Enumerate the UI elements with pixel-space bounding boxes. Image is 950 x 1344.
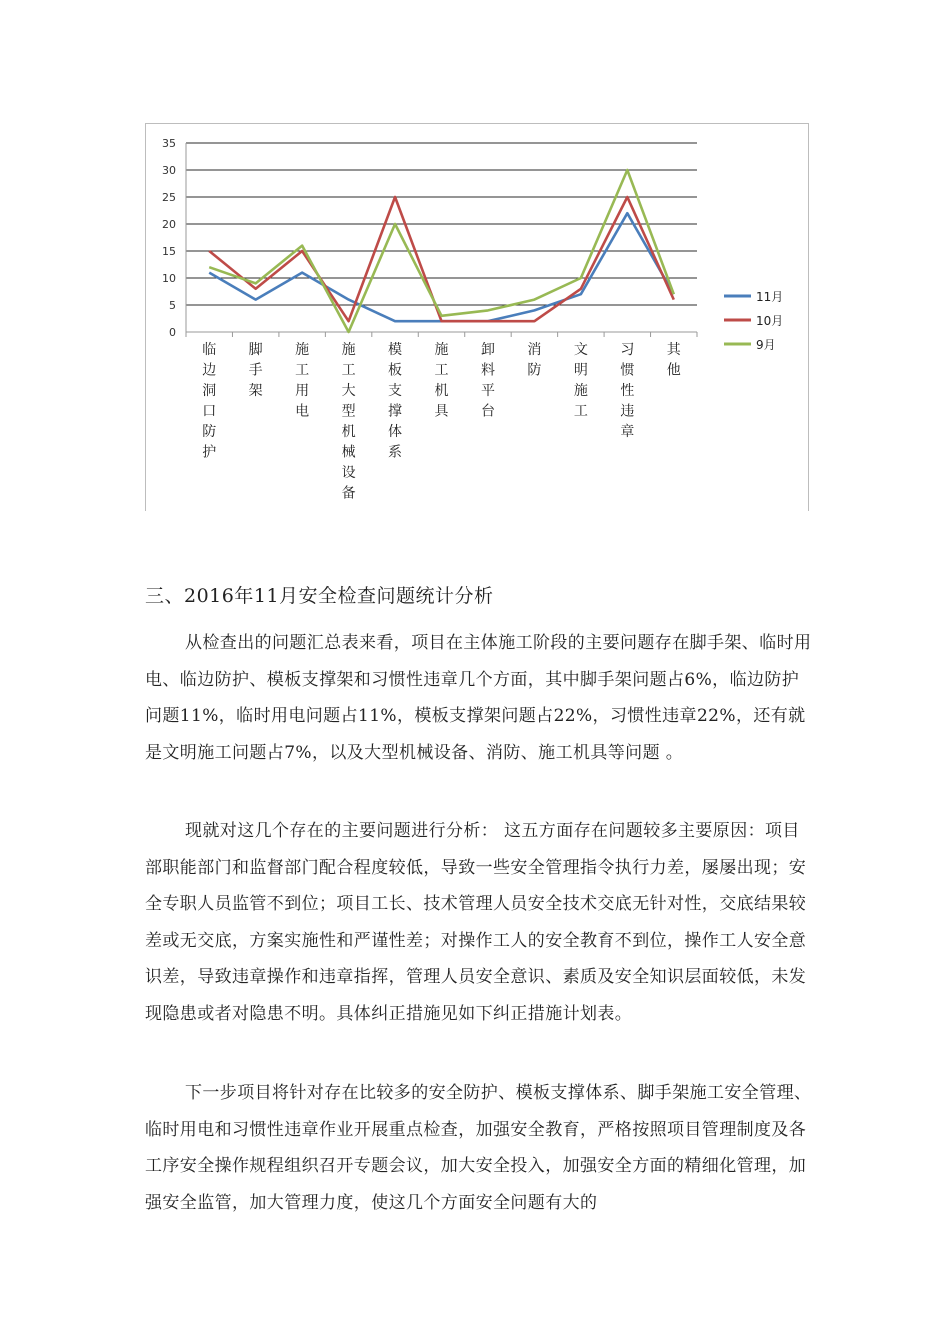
y-tick-label: 15	[162, 245, 176, 258]
x-tick-label: 消防	[527, 342, 542, 379]
y-tick-label: 25	[162, 191, 176, 204]
paragraph-3: 下一步项目将针对存在比较多的安全防护、模板支撑体系、脚手架施工安全管理、临时用电和习惯性违章作业开展重点检查，加强安全教育，严格按照项目管理制度及各工序安全操作规程组织召开专题会议，加大安全投入，加强安全方面的精细化管理，加强安全监管，加大管理力度，使这几个方面安全问题有大的	[145, 1083, 812, 1213]
paragraph-2: 现就对这几个存在的主要问题进行分析： 这五方面存在问题较多主要原因：项目部职能部门和监督部门配合程度较低，导致一些安全管理指令执行力差，屡屡出现；安全专职人员监管不到位；项目工长、技术管理人员安全技术交底无针对性，交底结果较差或无交底，方案实施性和严谨性差；对操作工人的安全教育不到位，操作工人安全意识差，导致违章操作和违章指挥，管理人员安全意识、素质及安全知识层面较低，未发现隐患或者对隐患不明。具体纠正措施见如下纠正措施计划表。	[145, 821, 807, 1024]
y-tick-label: 0	[169, 326, 176, 339]
x-tick-label: 施工大型机械设备	[341, 342, 356, 502]
legend-label: 10月	[756, 314, 784, 328]
paragraph-1: 从检查出的问题汇总表来看，项目在主体施工阶段的主要问题存在脚手架、临时用电、临边防护、模板支撑架和习惯性违章几个方面，其中脚手架问题占6%，临边防护问题11%，临时用电问题占11%，模板支撑架问题占22%，习惯性违章22%，还有就是文明施工问题占7%，以及大型机械设备、消防、施工机具等问题 。	[145, 633, 812, 763]
x-tick-label: 模板支撑体系	[388, 342, 403, 461]
x-tick-label: 其他	[666, 342, 681, 379]
y-tick-label: 35	[162, 137, 176, 150]
section-heading: 三、2016年11月安全检查问题统计分析	[145, 585, 494, 607]
chart-frame	[145, 123, 809, 511]
legend-label: 11月	[756, 290, 784, 304]
legend-label: 9月	[756, 338, 776, 352]
line-chart	[146, 124, 810, 512]
y-tick-label: 20	[162, 218, 176, 231]
y-tick-label: 10	[162, 272, 176, 285]
y-tick-label: 30	[162, 164, 176, 177]
x-tick-label: 临边洞口防护	[202, 342, 217, 461]
x-tick-label: 文明施工	[573, 342, 588, 420]
x-tick-label: 脚手架	[248, 342, 263, 399]
y-tick-label: 5	[169, 299, 176, 312]
series-line-2	[209, 197, 674, 321]
x-tick-label: 卸料平台	[480, 342, 495, 420]
x-tick-label: 习惯性违章	[620, 342, 635, 440]
x-tick-label: 施工用电	[295, 342, 310, 420]
x-tick-label: 施工机具	[434, 342, 449, 420]
